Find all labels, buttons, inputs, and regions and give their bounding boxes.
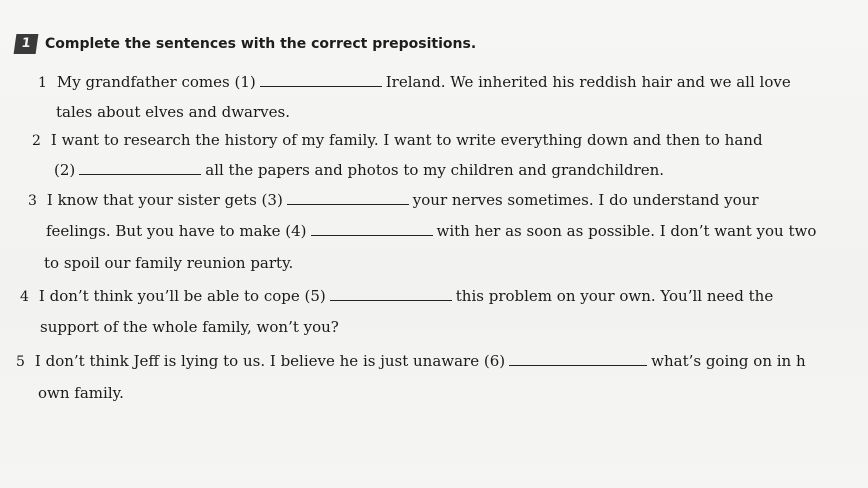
item-text: with her as soon as possible. I don’t want you two [436, 222, 817, 240]
item-text: your nerves sometimes. I do understand your [412, 191, 759, 209]
item-text: I don’t think you’ll be able to cope (5) [38, 287, 326, 305]
item-text: My grandfather comes (1) [56, 73, 256, 91]
item-text: I don’t think Jeff is lying to us. I believe he is just unaware (6) [34, 352, 506, 370]
item-2-line-2 [54, 160, 664, 180]
answer-blank-6[interactable] [509, 353, 647, 366]
item-3-line-1 [28, 190, 759, 211]
item-text: all the papers and photos to my children and grandchildren. [205, 161, 665, 179]
answer-blank-1[interactable] [260, 74, 382, 87]
item-text: support of the whole family, won’t you? [40, 318, 339, 336]
item-number: 2 [32, 133, 41, 149]
answer-blank-4[interactable] [311, 223, 433, 236]
item-text: feelings. But you have to make (4) [46, 222, 307, 240]
item-5-line-2 [38, 383, 124, 403]
item-text: Ireland. We inherited his reddish hair and we all love [385, 73, 791, 91]
exercise-number-badge: 1 [14, 34, 39, 54]
item-4-line-2 [40, 317, 339, 337]
item-4-line-1 [20, 286, 773, 307]
item-3-line-3 [44, 253, 293, 273]
item-text: tales about elves and dwarves. [56, 103, 290, 121]
answer-blank-3[interactable] [287, 192, 409, 205]
answer-blank-2[interactable] [79, 162, 201, 175]
exercise-instruction: Complete the sentences with the correct prepositions. [45, 36, 477, 52]
item-1-line-1 [38, 72, 791, 93]
item-number: 3 [28, 193, 37, 209]
item-2-line-1 [32, 130, 763, 151]
item-number: 5 [16, 354, 25, 370]
exercise-header [15, 33, 476, 55]
item-1-line-2 [56, 102, 290, 122]
item-5-line-1 [16, 351, 806, 372]
item-text: to spoil our family reunion party. [44, 254, 294, 272]
answer-blank-5[interactable] [330, 288, 452, 301]
item-text: I know that your sister gets (3) [46, 191, 283, 209]
item-text: own family. [38, 384, 124, 402]
item-number: 4 [20, 289, 29, 305]
item-text: this problem on your own. You’ll need the [455, 287, 774, 305]
item-text: I want to research the history of my family. I want to write everything down and then to hand [50, 131, 763, 149]
item-text: (2) [54, 161, 76, 179]
item-3-line-2 [46, 221, 816, 241]
item-number: 1 [38, 75, 47, 91]
item-text: what’s going on in h [651, 352, 806, 370]
